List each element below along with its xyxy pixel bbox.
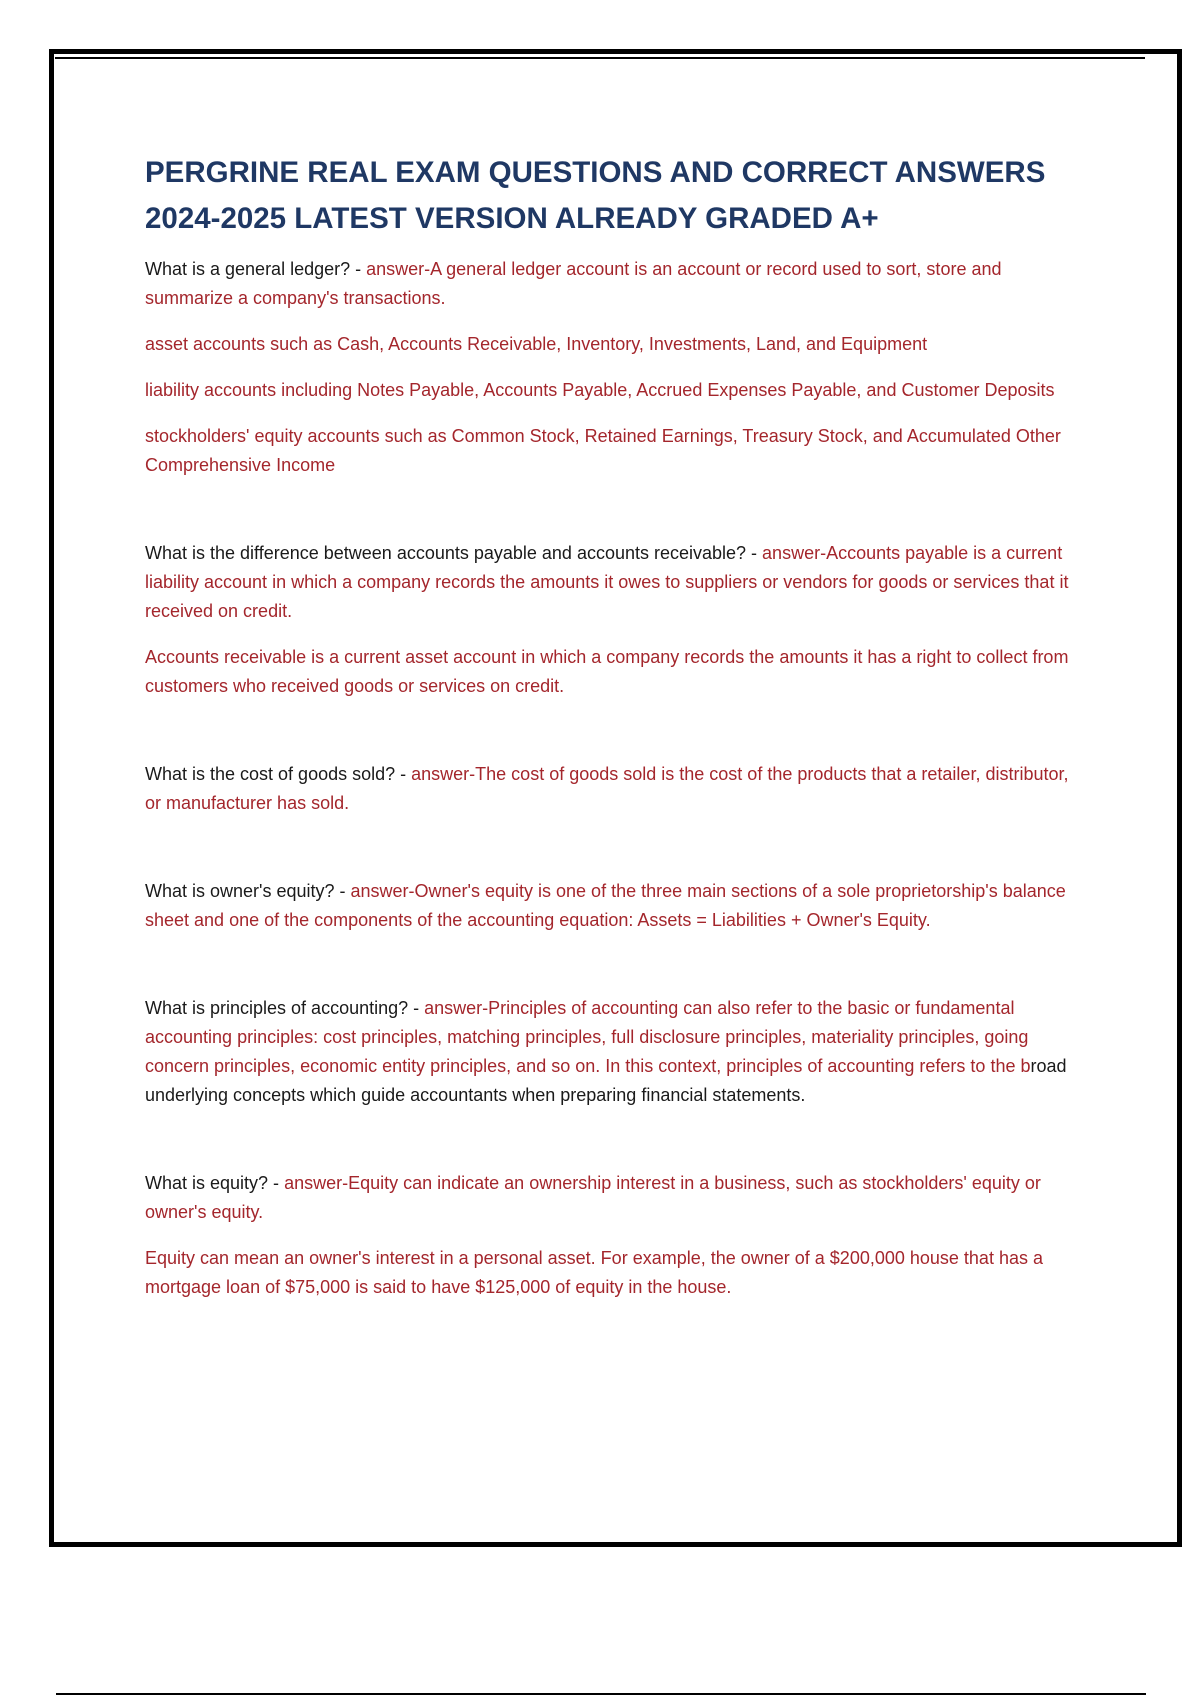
answer-continuation: Accounts receivable is a current asset account in which a company records the amounts it has a right to collect from customers who received goods or services on credit. (145, 647, 1069, 696)
answer: answer-The cost of goods sold is the cost of the products that a retailer, distributor, or manufacturer has sold. (145, 764, 1069, 813)
document-content (145, 150, 1085, 1319)
answer-continuation: Equity can mean an owner's interest in a personal asset. For example, the owner of a $200,000 house that has a mortgage loan of $75,000 is said to have $125,000 of equity in the house. (145, 1248, 1043, 1297)
qa-payable-vs-receivable (145, 539, 1085, 701)
answer: answer-Equity can indicate an ownership interest in a business, such as stockholders' equity or owner's equity. (145, 1173, 1041, 1222)
top-rule (55, 57, 1145, 59)
question: What is equity? - (145, 1173, 285, 1193)
question: What is principles of accounting? - (145, 998, 425, 1018)
qa-principles-of-accounting (145, 994, 1085, 1110)
answer: answer-Owner's equity is one of the three main sections of a sole proprietorship's balance sheet and one of the components of the accounting equation: Assets = Liabilities + Owner's Equity. (145, 881, 1066, 930)
answer: answer-Principles of accounting can also refer to the basic or fundamental accounting principles: cost principles, matching principles, full disclosure principles, materiality principles, going concern principles, economic entity principles, and so on. In this context, principles of accounting refers to the b (145, 998, 1031, 1076)
qa-general-ledger (145, 255, 1085, 480)
title-line-2: 2024-2025 LATEST VERSION ALREADY GRADED A+ (145, 202, 879, 235)
title-line-1: PERGRINE REAL EXAM QUESTIONS AND CORRECT ANSWERS (145, 156, 1046, 189)
qa-equity (145, 1169, 1085, 1302)
answer: answer-A general ledger account is an account or record used to sort, store and summarize a company's transactions. (145, 259, 1002, 308)
answer: answer-Accounts payable is a current liability account in which a company records the amounts it owes to suppliers or vendors for goods or services that it received on credit. (145, 543, 1069, 621)
answer-continuation: stockholders' equity accounts such as Common Stock, Retained Earnings, Treasury Stock, and Accumulated Other Comprehensive Income (145, 426, 1061, 475)
document-title (145, 150, 1085, 242)
question: What is the difference between accounts payable and accounts receivable? - (145, 543, 763, 563)
question: What is a general ledger? - (145, 259, 367, 279)
answer-tail: road underlying concepts which guide accountants when preparing financial statements. (145, 1056, 1067, 1105)
qa-owners-equity (145, 877, 1085, 935)
bottom-rule (56, 1693, 1146, 1695)
question: What is the cost of goods sold? - (145, 764, 412, 784)
answer-continuation: asset accounts such as Cash, Accounts Receivable, Inventory, Investments, Land, and Equipment (145, 334, 928, 354)
question: What is owner's equity? - (145, 881, 351, 901)
qa-cost-of-goods-sold (145, 760, 1085, 818)
answer-continuation: liability accounts including Notes Payable, Accounts Payable, Accrued Expenses Payable, and Customer Deposits (145, 380, 1055, 400)
